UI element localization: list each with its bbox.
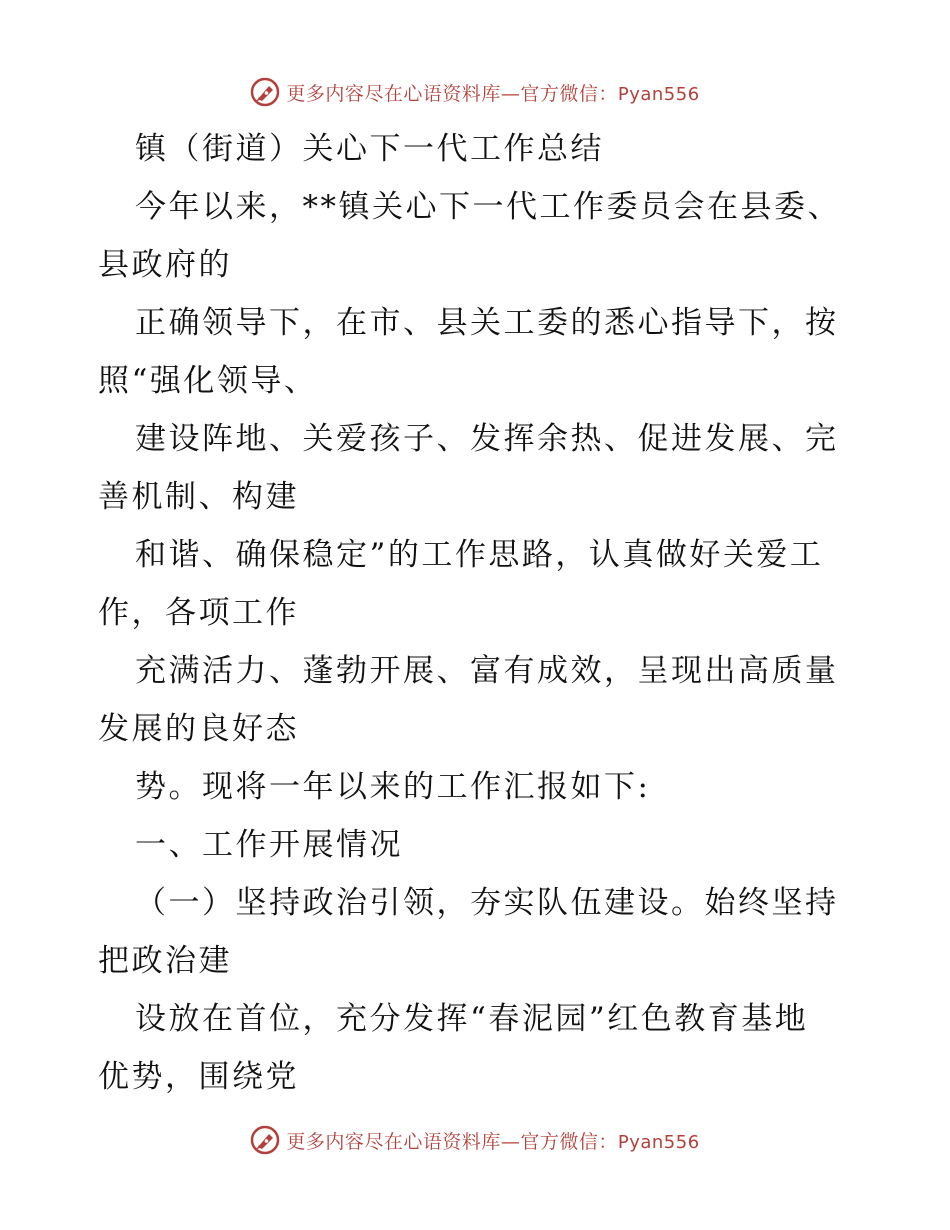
paragraph-line: 善机制、构建 [98,479,299,515]
paragraph-line: 县政府的 [98,247,232,283]
watermark-text: 更多内容尽在心语资料库—官方微信：Pyan556 [286,1130,700,1153]
watermark-banner-bottom [0,1120,950,1160]
watermark-banner-top [0,72,950,112]
paragraph-line: 和谐、确保稳定”的工作思路，认真做好关爱工 [135,537,824,573]
paragraph-line: 发展的良好态 [98,711,299,747]
paragraph-line: 势。现将一年以来的工作汇报如下: [135,769,651,805]
paragraph-line: 把政治建 [98,943,232,979]
section-heading: 一、工作开展情况 [135,827,403,863]
watermark-handle: Pyan556 [617,83,700,105]
paragraph-line: 作，各项工作 [98,595,299,631]
paragraph-line: 正确领导下，在市、县关工委的悉心指导下，按 [135,305,839,341]
watermark-handle: Pyan556 [617,1131,700,1153]
paragraph-line: 今年以来，**镇关心下一代工作委员会在县委、 [135,189,841,225]
document-body [98,120,858,1106]
paragraph-line: 优势，围绕党 [98,1059,299,1095]
watermark-text: 更多内容尽在心语资料库—官方微信：Pyan556 [286,82,700,105]
paragraph-line: 照“强化领导、 [98,363,318,399]
subsection-heading: （一）坚持政治引领，夯实队伍建设。始终坚持 [135,885,839,921]
paragraph-line: 建设阵地、关爱孩子、发挥余热、促进发展、完 [135,421,839,457]
paragraph-line: 充满活力、蓬勃开展、富有成效，呈现出高质量 [135,653,839,689]
pen-nib-logo-icon [250,1125,280,1155]
document-title: 镇（街道）关心下一代工作总结 [135,131,604,167]
paragraph-line: 设放在首位，充分发挥“春泥园”红色教育基地 [135,1001,809,1037]
pen-nib-logo-icon [250,77,280,107]
